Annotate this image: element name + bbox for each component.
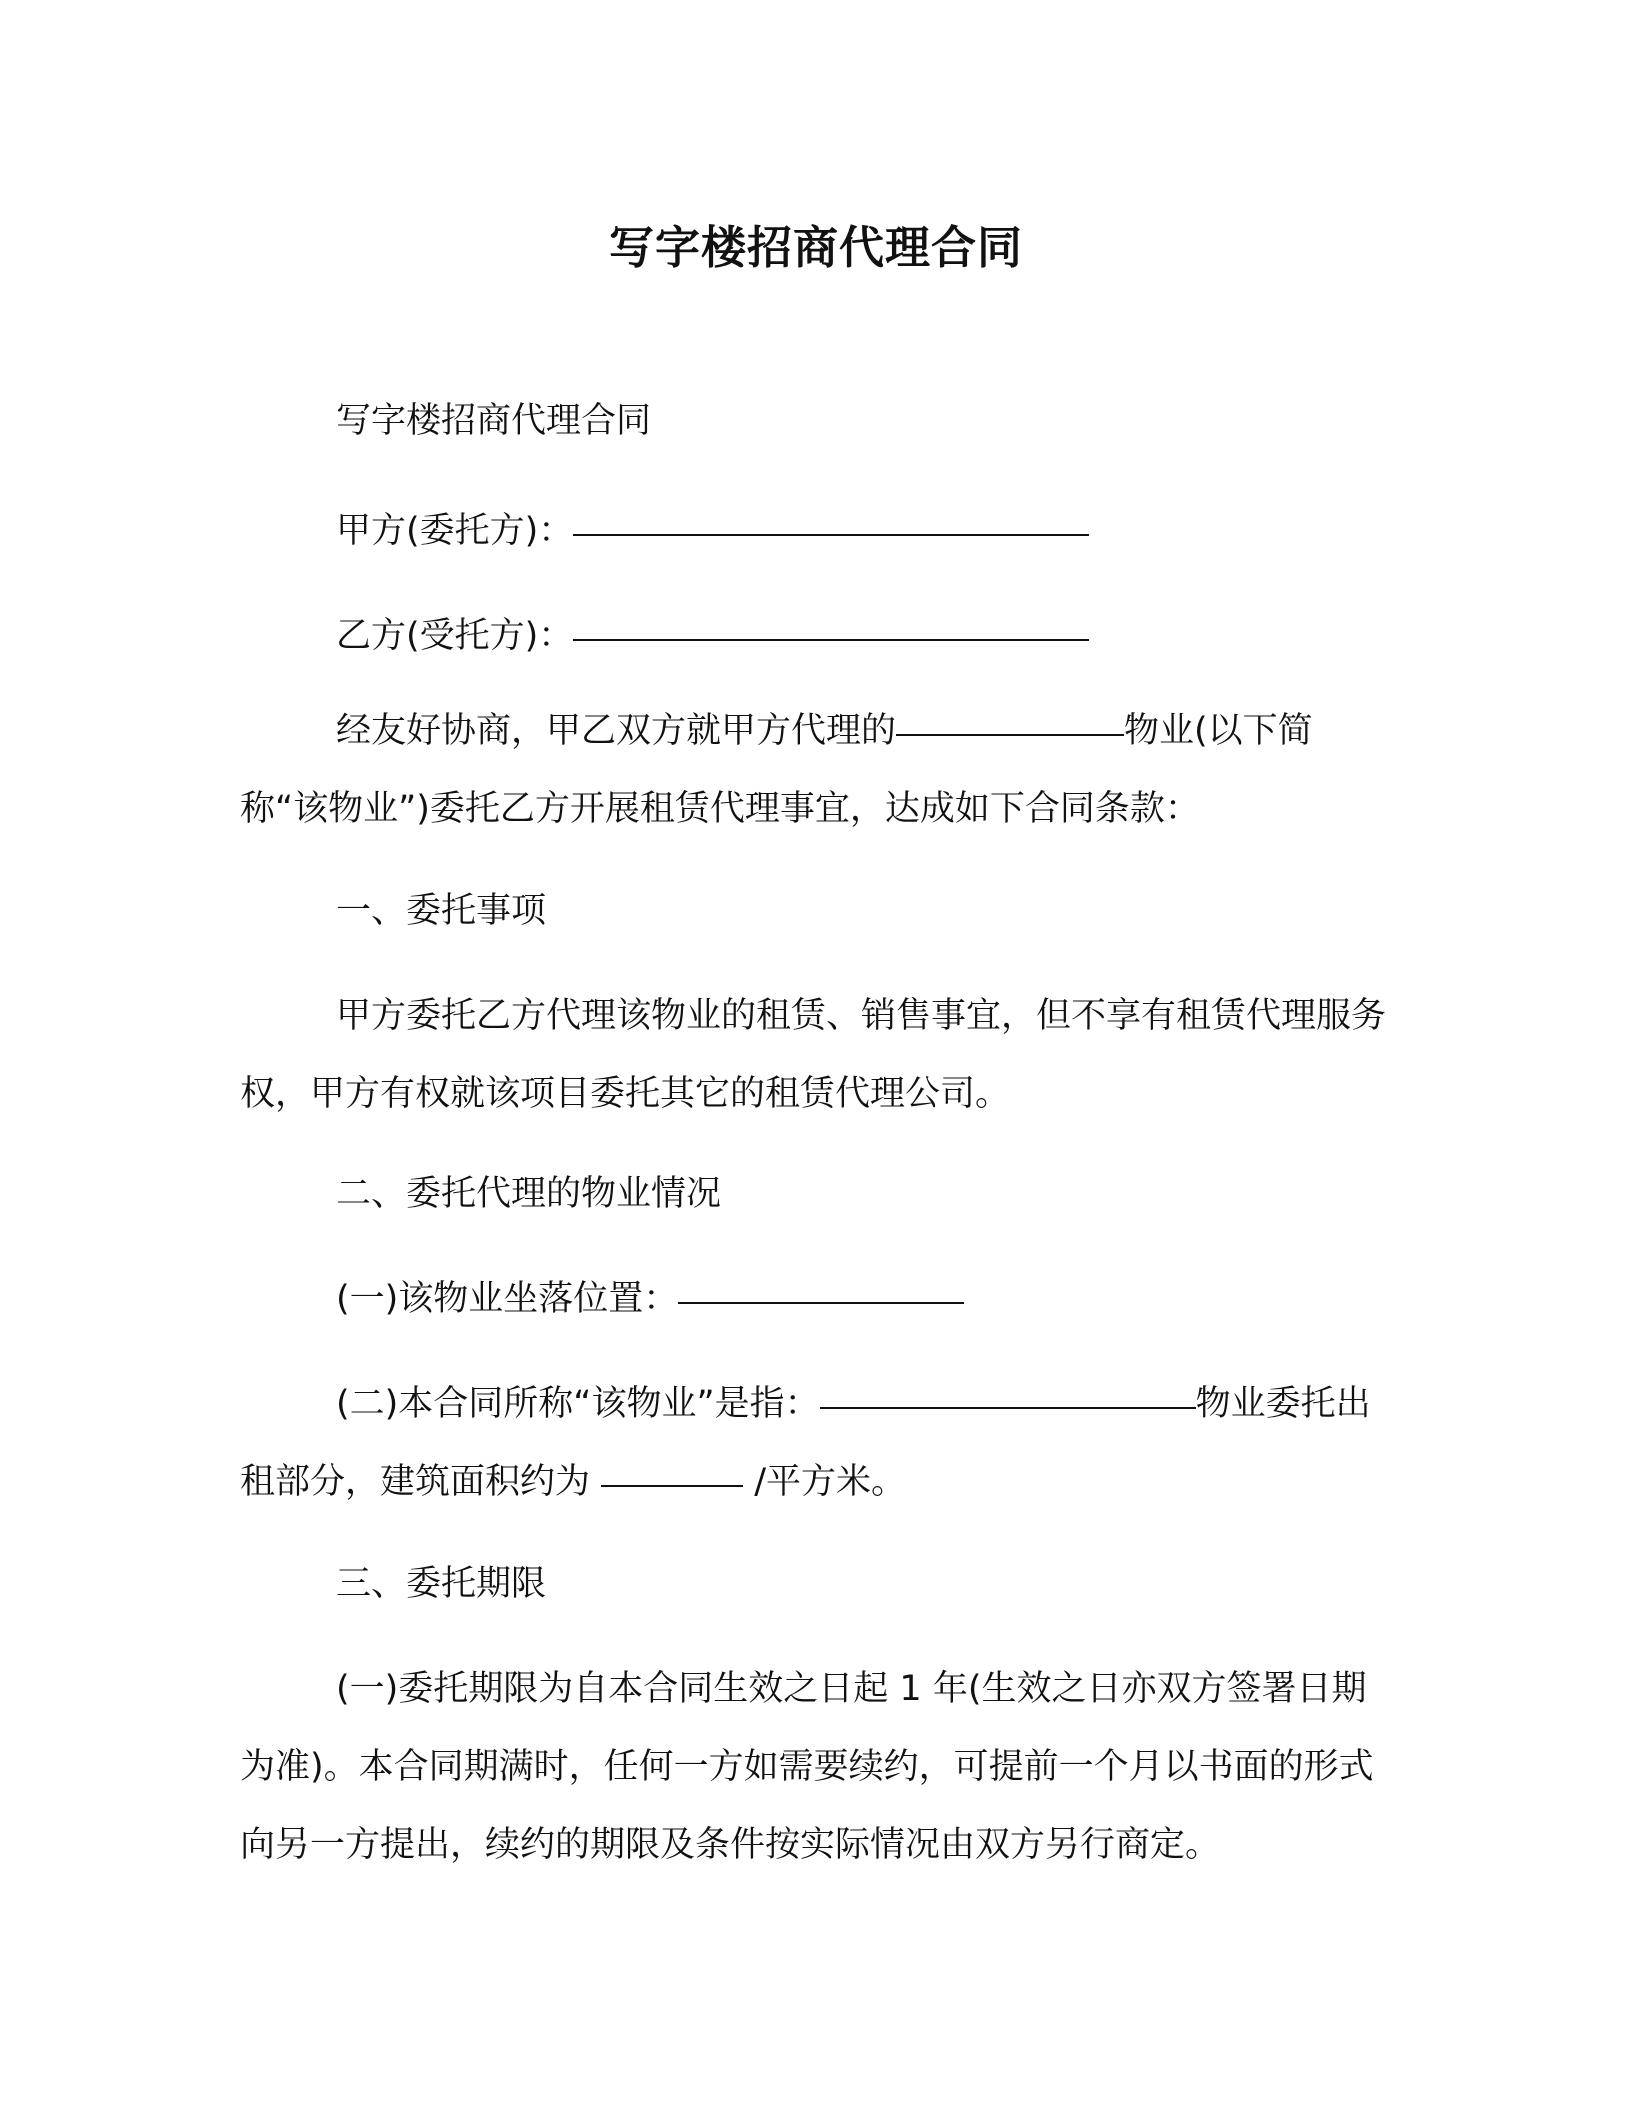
party-a-blank: [573, 533, 1089, 536]
section-heading-3: [240, 1545, 1390, 1623]
document-title: 写字楼招商代理合同: [608, 221, 1023, 274]
preamble-text-end: 物业(以下简称“该物业”)委托乙方开展租赁代理事宜，达成如下合同条款：: [240, 711, 1313, 829]
definition-text-middle: 物业委托出租部分，建筑面积约为: [240, 1384, 1371, 1502]
heading-text: 三、委托期限: [336, 1564, 547, 1604]
term-paragraph: [240, 1650, 1390, 1884]
preamble-text-start: 经友好协商，甲乙双方就甲方代理的: [336, 711, 897, 751]
property-blank: [820, 1406, 1196, 1409]
party-b-label: 乙方(受托方)：: [336, 616, 574, 656]
party-a-label: 甲方(委托方)：: [336, 511, 574, 551]
paragraph-text: 写字楼招商代理合同: [336, 401, 652, 441]
property-location-line: [240, 1260, 1390, 1338]
section-heading-2: [240, 1155, 1390, 1233]
party-a-line: [240, 492, 1390, 570]
paragraph-text: (一)委托期限为自本合同生效之日起 1 年(生效之日亦双方签署日期为准)。本合同期满时，任何一方如需要续约，可提前一个月以书面的形式向另一方提出，续约的期限及条件按实际情况由双方另行商定。: [240, 1669, 1374, 1865]
heading-text: 一、委托事项: [336, 891, 547, 931]
location-label: (一)该物业坐落位置：: [336, 1279, 679, 1319]
subtitle-paragraph: [240, 382, 1390, 460]
party-b-blank: [573, 638, 1089, 641]
preamble-paragraph: [240, 692, 1390, 848]
location-blank: [678, 1301, 964, 1304]
paragraph-text: 甲方委托乙方代理该物业的租赁、销售事宜，但不享有租赁代理服务权，甲方有权就该项目委托其它的租赁代理公司。: [240, 996, 1387, 1114]
party-b-line: [240, 597, 1390, 675]
property-definition-paragraph: [240, 1365, 1390, 1521]
definition-text-end: /平方米。: [743, 1462, 907, 1502]
property-name-blank: [896, 733, 1124, 736]
definition-text-start: (二)本合同所称“该物业”是指：: [336, 1384, 820, 1424]
area-blank: [601, 1484, 743, 1487]
section-heading-1: [240, 872, 1390, 950]
entrusted-matters-paragraph: [240, 977, 1390, 1133]
heading-text: 二、委托代理的物业情况: [336, 1174, 722, 1214]
